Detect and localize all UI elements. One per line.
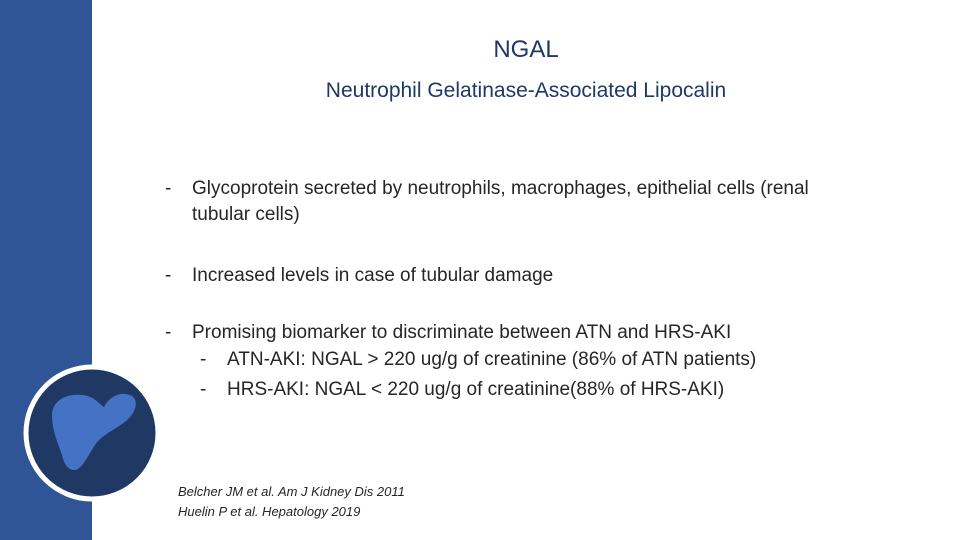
sub-bullet-text: HRS-AKI: NGAL < 220 ug/g of creatinine(88% of HRS-AKI) — [227, 379, 725, 400]
reference-line: Huelin P et al. Hepatology 2019 — [178, 504, 361, 519]
bullet-text: Promising biomarker to discriminate between ATN and HRS-AKI — [192, 322, 732, 343]
bullet-dash: - — [165, 322, 172, 343]
page-subtitle: Neutrophil Gelatinase-Associated Lipocalin — [325, 79, 727, 102]
sub-bullet-text: ATN-AKI: NGAL > 220 ug/g of creatinine (86% of ATN patients) — [227, 349, 757, 370]
reference-line: Belcher JM et al. Am J Kidney Dis 2011 — [178, 484, 405, 499]
bullet-text: Increased levels in case of tubular damage — [192, 265, 554, 286]
page-title: NGAL — [493, 36, 559, 63]
bullet-dash: - — [165, 178, 172, 199]
liver-logo-icon — [22, 363, 162, 503]
bullet-text: Glycoprotein secreted by neutrophils, macrophages, epithelial cells (renal tubular cells) — [192, 178, 809, 225]
references — [178, 482, 405, 522]
bullet-dash: - — [165, 265, 172, 286]
sub-bullet-dash: - — [200, 349, 207, 370]
sub-bullet-dash: - — [200, 379, 207, 400]
